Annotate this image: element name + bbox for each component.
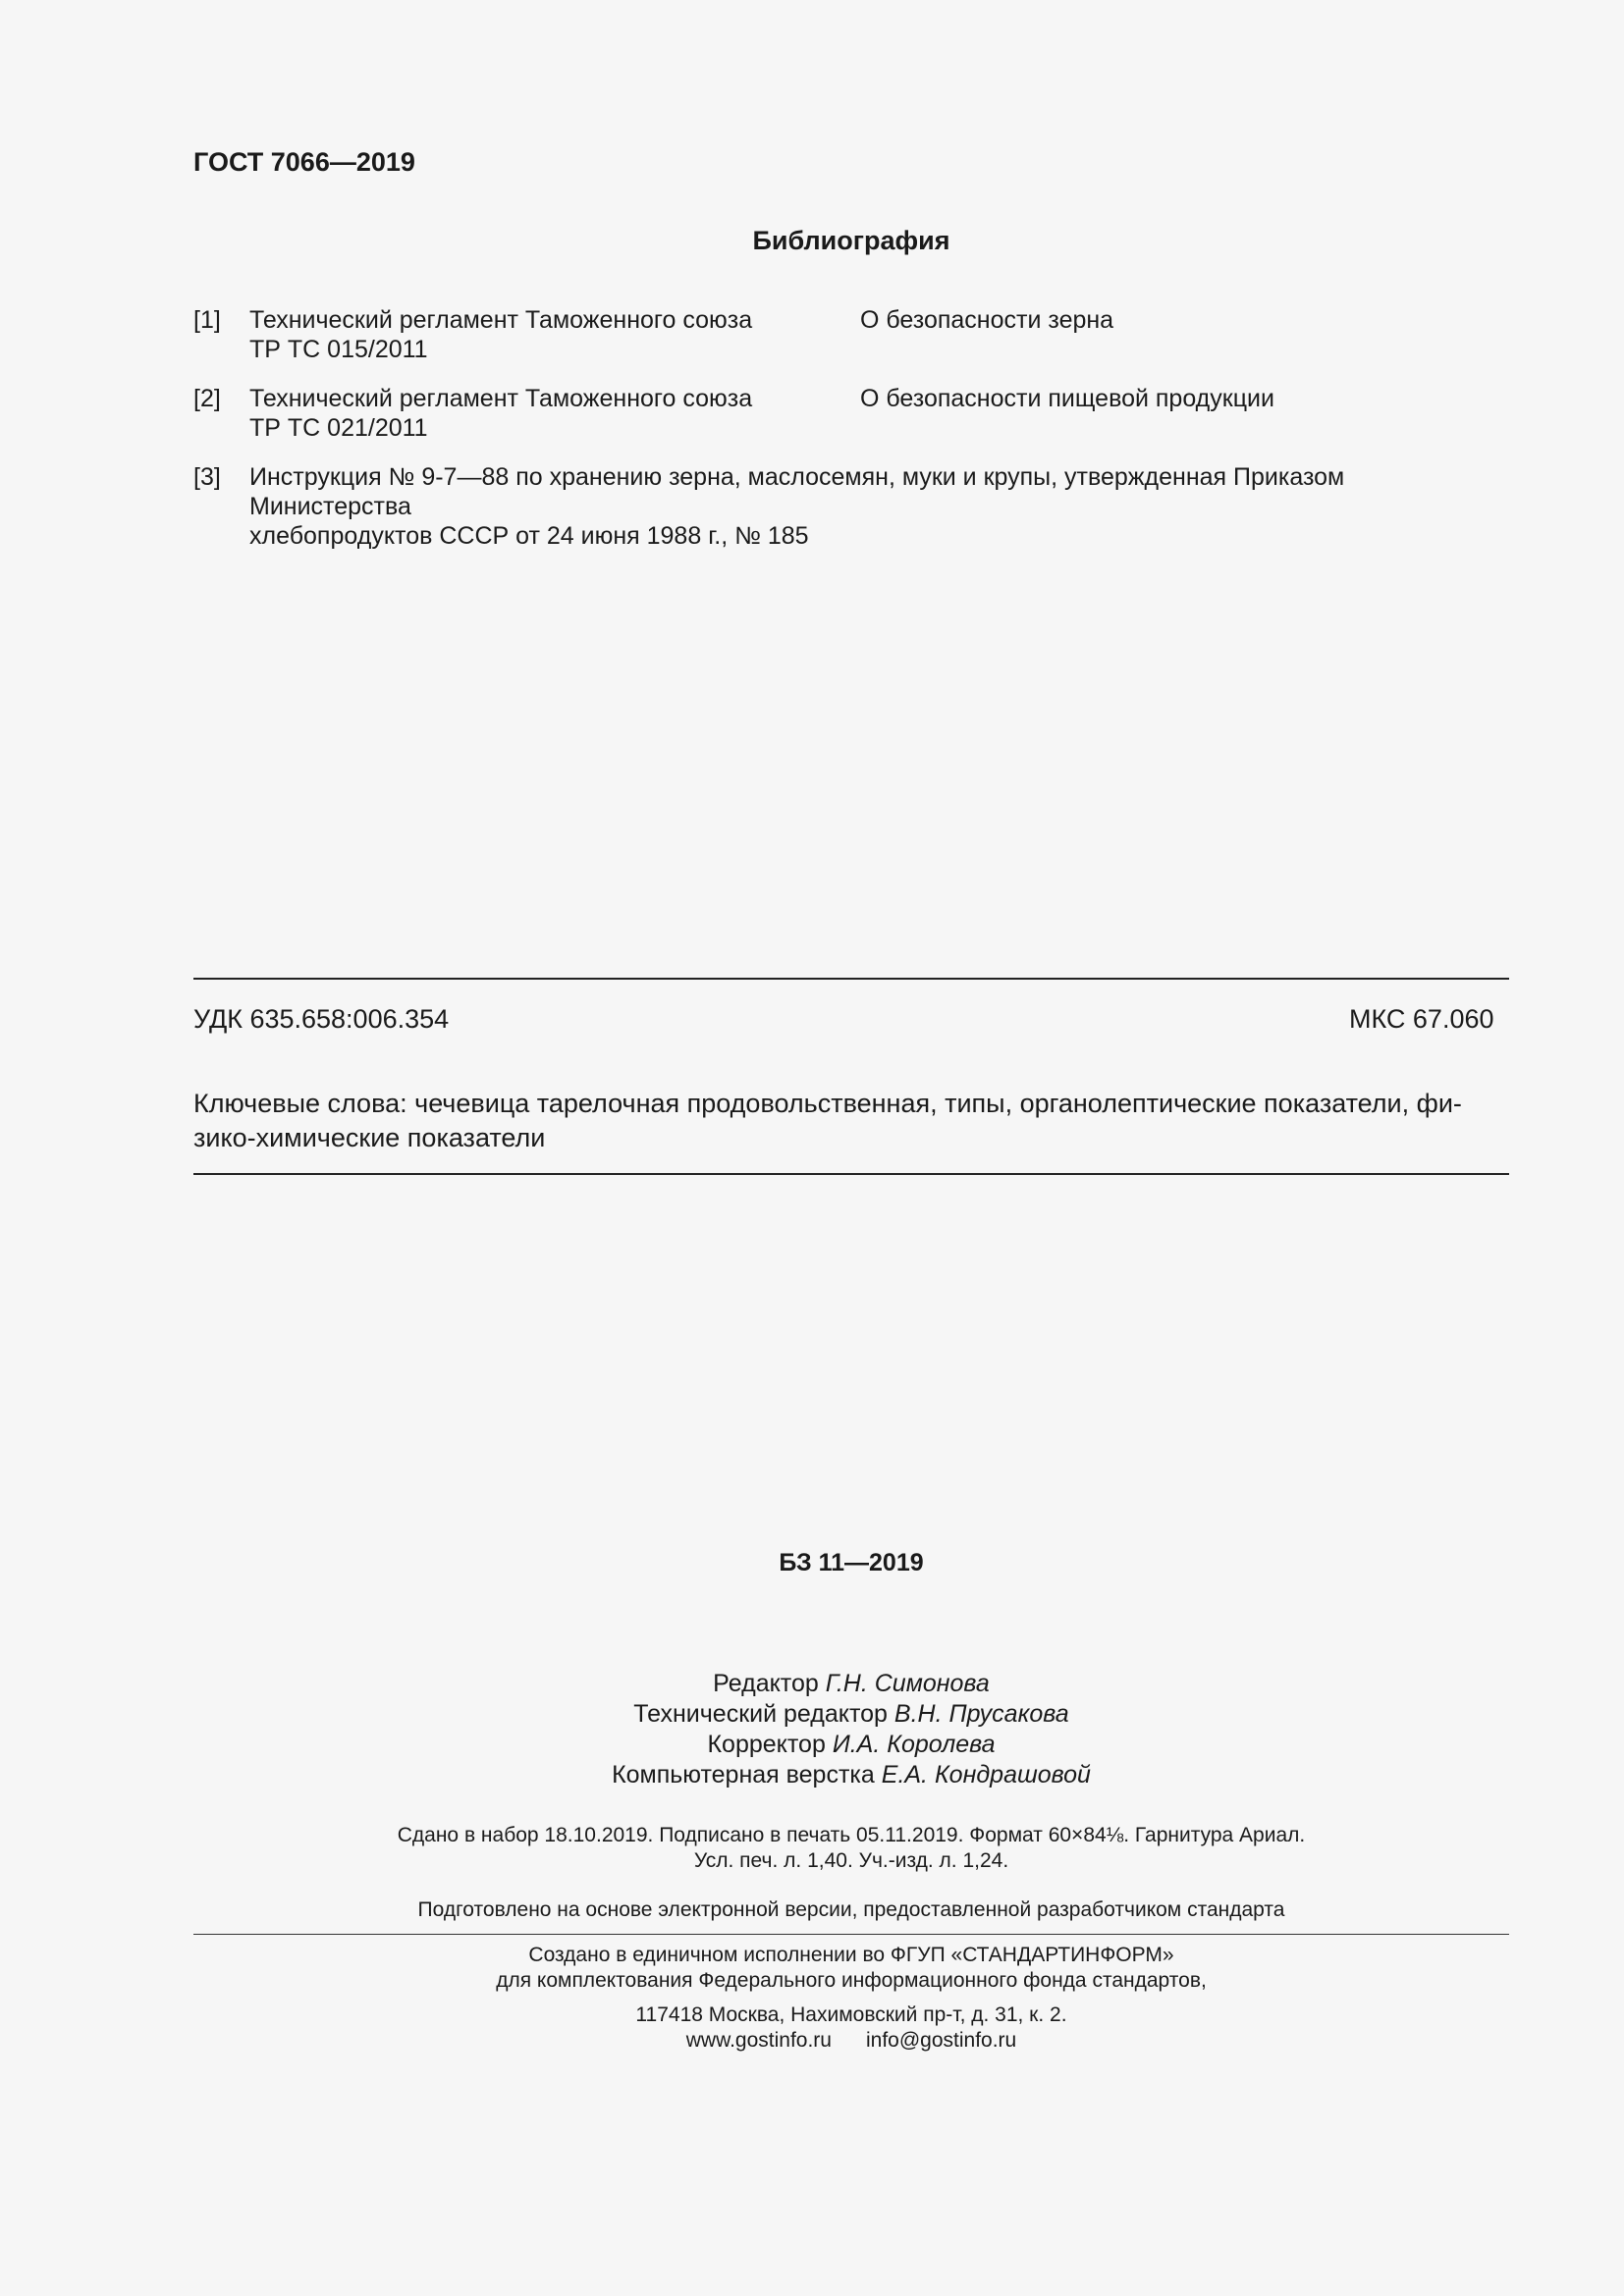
bibliography-item-name: Технический регламент Таможенного союза ТР ТС 015/2011 (249, 306, 753, 363)
credit-layout: Компьютерная верстка Е.А. Кондрашовой (612, 1761, 1091, 1789)
bibliography-item (193, 384, 1509, 445)
website-link[interactable]: www.gostinfo.ru (685, 2029, 832, 2052)
divider-top (193, 978, 1509, 980)
contact-links (0, 2028, 1624, 2054)
bibliography-item-number: [2] (193, 385, 221, 412)
bibliography-item (193, 462, 1509, 550)
document-header: ГОСТ 7066—2019 (193, 147, 415, 177)
credits-block (0, 1669, 1624, 1790)
prepared-note: Подготовлено на основе электронной версии, предоставленной разработчиком стандарта (417, 1898, 1285, 1921)
bibliography-item-name: Технический регламент Таможенного союза ТР ТС 021/2011 (249, 385, 753, 442)
udk-code: УДК 635.658:006.354 (193, 1004, 450, 1034)
imprint-divider (193, 1934, 1509, 1935)
contact-block (0, 2002, 1624, 2054)
credit-editor: Редактор Г.Н. Симонова (713, 1670, 990, 1697)
bibliography-item-number: [3] (193, 463, 221, 491)
bibliography-item-text: Инструкция № 9-7—88 по хранению зерна, маслосемян, муки и крупы, утвержденная Приказом Министерства хлебопродуктов СССР от 24 июня 1988 г., № 185 (249, 463, 1345, 550)
email-link[interactable]: info@gostinfo.ru (866, 2029, 1017, 2052)
bz-number: БЗ 11—2019 (779, 1549, 924, 1576)
mks-code: МКС 67.060 (1349, 1004, 1494, 1034)
bibliography-item-subject: О безопасности пищевой продукции (860, 385, 1274, 412)
bibliography-title: Библиография (752, 226, 950, 255)
created-note: Создано в единичном исполнении во ФГУП «СТАНДАРТИНФОРМ» для комплектования Федерального информационного фонда стандартов, (496, 1944, 1207, 1992)
credit-technical-editor: Технический редактор В.Н. Прусакова (633, 1700, 1069, 1728)
print-info: Сдано в набор 18.10.2019. Подписано в печать 05.11.2019. Формат 60×84⅛. Гарнитура Ариал. Усл. печ. л. 1,40. Уч.-изд. л. 1,24. (397, 1824, 1306, 1872)
divider-bottom (193, 1173, 1509, 1175)
keywords: Ключевые слова: чечевица тарелочная продовольственная, типы, органолептические показатели, фи- зико-химические показатели (193, 1089, 1462, 1152)
address: 117418 Москва, Нахимовский пр-т, д. 31, к. 2. (635, 2003, 1067, 2026)
bibliography-item-number: [1] (193, 306, 221, 334)
credit-proofreader: Корректор И.А. Королева (707, 1731, 996, 1758)
bibliography-item (193, 305, 1509, 366)
bibliography-item-subject: О безопасности зерна (860, 306, 1114, 334)
